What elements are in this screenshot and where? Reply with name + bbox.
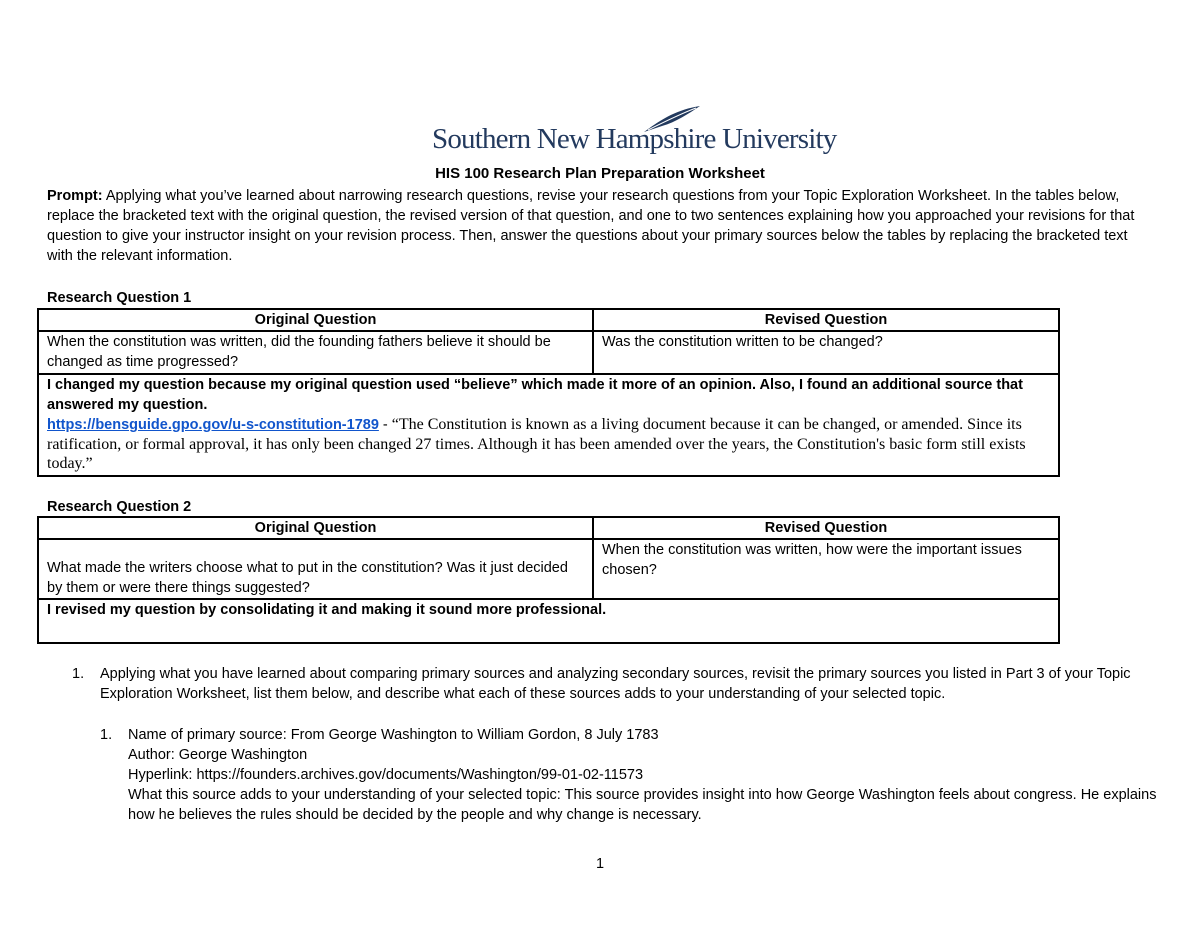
sub-item-1 [128, 725, 1158, 825]
primary-source-author: Author: George Washington [128, 747, 308, 763]
page-number: 1 [595, 856, 605, 872]
rq2-revised-cell: When the constitution was written, how were the important issues chosen? [593, 539, 1059, 599]
rq2-label: Research Question 2 [47, 499, 192, 515]
sub-item-1-number: 1. [100, 727, 113, 743]
rq1-original-header: Original Question [38, 309, 593, 331]
rq1-revised-cell: Was the constitution written to be changed? [593, 331, 1059, 374]
university-logo [432, 104, 837, 162]
rq2-original-cell: What made the writers choose what to put in the constitution? Was it just decided by them or were there things suggested? [38, 539, 593, 599]
logo-text: Southern New Hampshire University [432, 123, 837, 155]
rq2-explanation-cell: I revised my question by consolidating it and making it sound more professional. [38, 599, 1059, 643]
primary-source-hyperlink: Hyperlink: https://founders.archives.gov/documents/Washington/99-01-02-11573 [128, 767, 644, 783]
rq1-explanation-cell [38, 374, 1059, 476]
rq1-explanation: I changed my question because my original question used “believe” which made it more of an opinion. Also, I found an additional source that answered my question. [47, 377, 1023, 413]
rq2-table [37, 516, 1060, 644]
primary-source-adds: What this source adds to your understanding of your selected topic: This source provides insight into how George Washington feels about congress. He explains how he believes the rules should be decided by the people and why change is necessary. [128, 787, 1157, 823]
rq1-table [37, 308, 1060, 477]
list-item-1-number: 1. [72, 666, 85, 682]
prompt-paragraph [47, 186, 1157, 266]
rq1-revised-header: Revised Question [593, 309, 1059, 331]
rq2-revised-header: Revised Question [593, 517, 1059, 539]
rq1-original-cell: When the constitution was written, did the founding fathers believe it should be changed as time progressed? [38, 331, 593, 374]
prompt-label: Prompt: [47, 188, 103, 204]
rq2-original-header: Original Question [38, 517, 593, 539]
rq1-source-link[interactable]: https://bensguide.gpo.gov/u-s-constitution-1789 [47, 417, 379, 433]
prompt-text: Applying what you’ve learned about narrowing research questions, revise your research questions from your Topic Exploration Worksheet. In the tables below, replace the bracketed text with the original question, the revised version of that question, and one to two sentences explaining how you approached your revisions for that question to give your instructor insight on your revision process. Then, answer the questions about your primary sources below the tables by replacing the bracketed text with the relevant information. [47, 188, 1135, 264]
page-title: HIS 100 Research Plan Preparation Worksheet [435, 165, 765, 182]
rq1-label: Research Question 1 [47, 290, 192, 306]
rq1-quote: “The Constitution is known as a living document because it can be changed, or amended. Since its ratification, or formal approval, it has only been changed 27 times. Although it has been amended over the years, the Constitution's basic form still exists today.” [47, 416, 1026, 472]
list-item-1-text: Applying what you have learned about comparing primary sources and analyzing secondary sources, revisit the primary sources you listed in Part 3 of your Topic Exploration Worksheet, list them below, and describe what each of these sources adds to your understanding of your selected topic. [100, 666, 1131, 702]
rq1-source-paragraph [47, 415, 1050, 473]
rq1-link-dash: - [378, 417, 392, 433]
primary-source-name: Name of primary source: From George Washington to William Gordon, 8 July 1783 [128, 727, 659, 743]
